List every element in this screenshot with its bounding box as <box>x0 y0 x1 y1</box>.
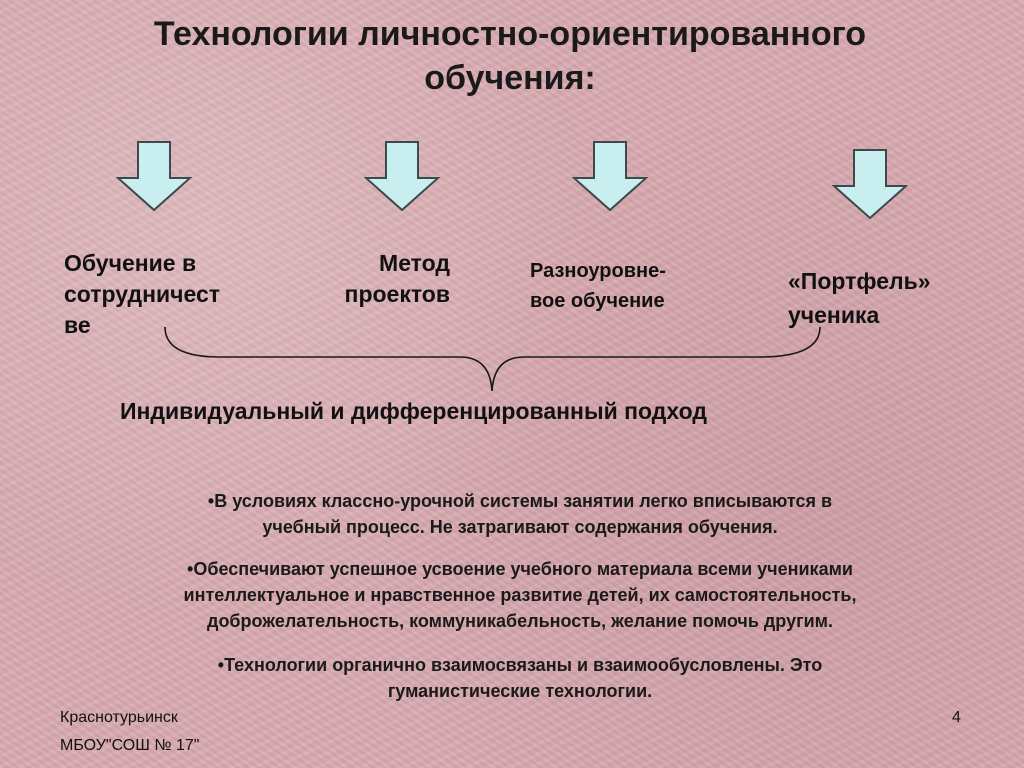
down-arrow-icon <box>116 140 192 212</box>
bullet-item <box>60 556 980 634</box>
bullet-line: гуманистические технологии. <box>387 681 653 701</box>
bullet-line: •Технологии органично взаимосвязаны и взаимообусловлены. Это <box>217 655 823 675</box>
down-arrow-icon <box>832 148 908 220</box>
tech-line: сотрудничест <box>64 281 221 307</box>
tech-line: ве <box>64 312 91 338</box>
tech-line: вое обучение <box>530 290 665 312</box>
footer-school-info <box>60 704 199 760</box>
tech-line: Обучение в <box>64 250 197 276</box>
slide-title <box>60 12 960 100</box>
tech-line: «Портфель» <box>788 268 931 294</box>
tech-line: проектов <box>344 281 450 307</box>
bullet-line: учебный процесс. Не затрагивают содержания обучения. <box>262 517 778 537</box>
page-number: 4 <box>952 709 961 726</box>
approach-label: Индивидуальный и дифференцированный подход <box>120 398 707 424</box>
footer-city: Краснотурьинск <box>60 709 178 726</box>
bullet-line: доброжелательность, коммуникабельность, желание помочь другим. <box>207 611 833 631</box>
down-arrow-icon <box>364 140 440 212</box>
tech-multilevel-learning <box>530 256 666 316</box>
tech-line: Разноуровне- <box>530 260 666 282</box>
bullet-line: •Обеспечивают успешное усвоение учебного материала всеми учениками <box>187 559 853 579</box>
down-arrow-icon <box>572 140 648 212</box>
tech-line: ученика <box>788 302 880 328</box>
bullet-line: •В условиях классно-урочной системы занятии легко вписываются в <box>207 491 833 511</box>
tech-student-portfolio <box>788 264 931 332</box>
title-line-1: Технологии личностно-ориентированного <box>153 15 867 53</box>
bullet-item <box>60 652 980 704</box>
curly-brace <box>160 325 830 395</box>
bullet-line: интеллектуальное и нравственное развитие детей, их самостоятельность, <box>183 585 857 605</box>
title-line-2: обучения: <box>424 59 596 97</box>
tech-project-method <box>300 248 450 310</box>
tech-line: Метод <box>379 250 450 276</box>
footer-school: МБОУ"СОШ № 17" <box>60 737 200 754</box>
bullet-item <box>60 488 980 540</box>
